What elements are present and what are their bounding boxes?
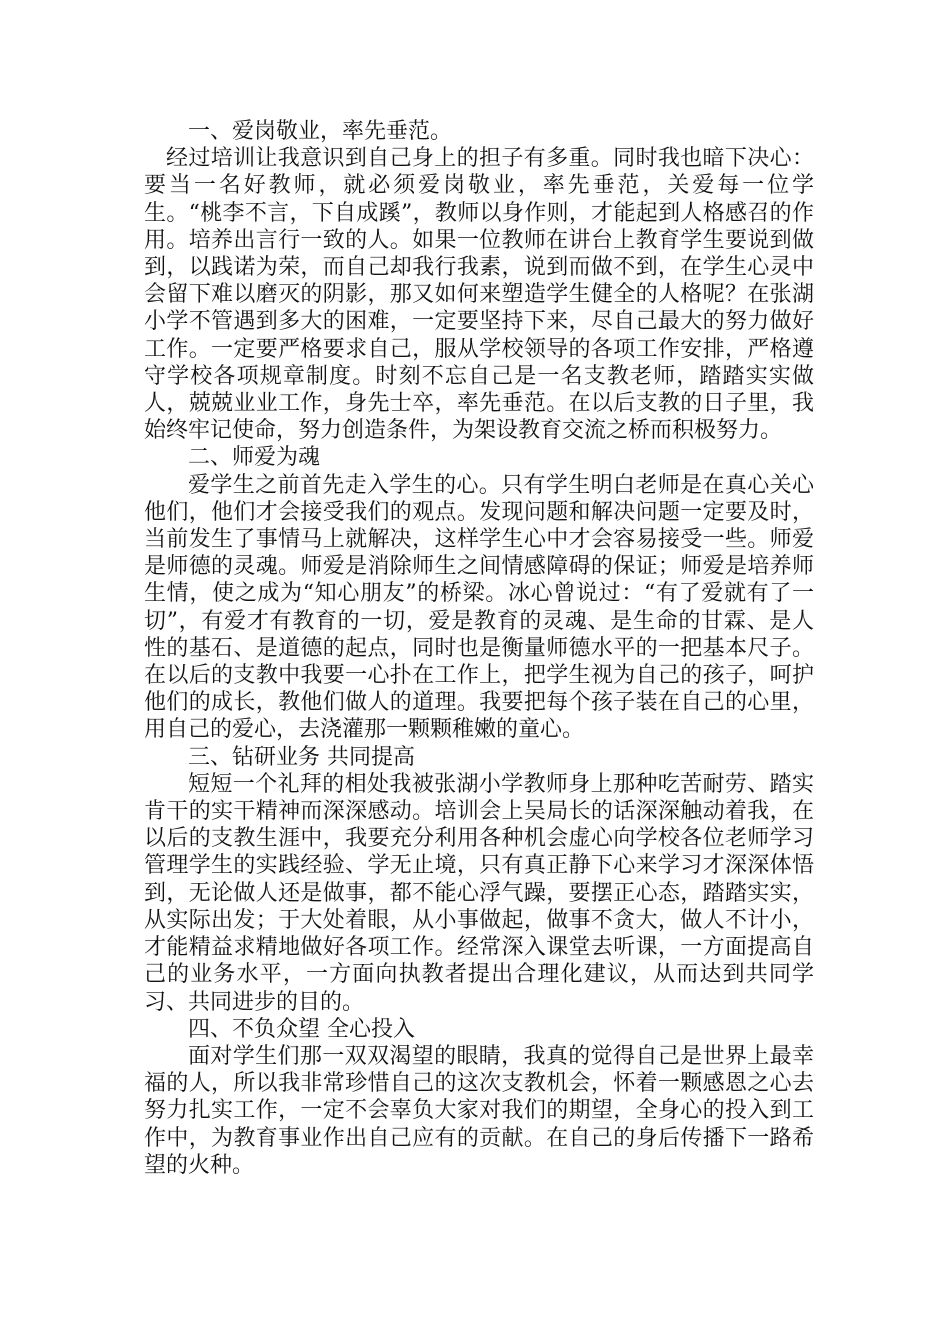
section-body-4: 面对学生们那一双双渴望的眼睛，我真的觉得自己是世界上最幸福的人，所以我非常珍惜自己的这次支教机会，怀着一颗感恩之心去努力扎实工作，一定不会辜负大家对我们的期望，全身心的投入到工作中，为教育事业作出自己应有的贡献。在自己的身后传播下一路希望的火种。 — [144, 1043, 814, 1178]
section-heading-1: 一、爱岗敬业，率先垂范。 — [188, 119, 453, 144]
section-body-2: 爱学生之前首先走入学生的心。只有学生明白老师是在真心关心他们，他们才会接受我们的观点。发现问题和解决问题一定要及时，当前发生了事情马上就解决，这样学生心中才会容易接受一些。师爱是师德的灵魂。师爱是消除师生之间情感障碍的保证；师爱是培养师生情，使之成为“知心朋友”的桥梁。冰心曾说过：“有了爱就有了一切”，有爱才有教育的一切，爱是教育的灵魂、是生命的甘霖、是人性的基石、是道德的起点，同时也是衡量师德水平的一把基本尺子。在以后的支教中我要一心扑在工作上，把学生视为自己的孩子，呵护他们的成长，教他们做人的道理。我要把每个孩子装在自己的心里，用自己的爱心，去浇灌那一颗颗稚嫩的童心。 — [144, 472, 814, 743]
document-page — [144, 118, 814, 1179]
section-heading-2: 二、师爱为魂 — [188, 445, 321, 471]
section-body-3: 短短一个礼拜的相处我被张湖小学教师身上那种吃苦耐劳、踏实肯干的实干精神而深深感动。培训会上吴局长的话深深触动着我，在以后的支教生涯中，我要充分利用各种机会虚心向学校各位老师学习管理学生的实践经验、学无止境，只有真正静下心来学习才深深体悟到，无论做人还是做事，都不能心浮气躁，要摆正心态，踏踏实实，从实际出发；于大处着眼，从小事做起，做事不贪大，做人不计小，才能精益求精地做好各项工作。经常深入课堂去听课，一方面提高自己的业务水平，一方面向执教者提出合理化建议，从而达到共同学习、共同进步的目的。 — [144, 771, 814, 1015]
section-body-1: 经过培训让我意识到自己身上的担子有多重。同时我也暗下决心：要当一名好教师，就必须爱岗敬业，率先垂范，关爱每一位学生。“桃李不言，下自成蹊”，教师以身作则，才能起到人格感召的作用。培养出言行一致的人。如果一位教师在讲台上教育学生要说到做到，以践诺为荣，而自己却我行我素，说到而做不到，在学生心灵中会留下难以磨灭的阴影，那又如何来塑造学生健全的人格呢？在张湖小学不管遇到多大的困难，一定要坚持下来，尽自己最大的努力做好工作。一定要严格要求自己，服从学校领导的各项工作安排，严格遵守学校各项规章制度。时刻不忘自己是一名支教老师，踏踏实实做人，兢兢业业工作，身先士卒，率先垂范。在以后支教的日子里，我始终牢记使命，努力创造条件，为架设教育交流之桥而积极努力。 — [144, 146, 814, 444]
section-heading-3: 三、钻研业务 共同提高 — [188, 744, 415, 770]
section-heading-4: 四、不负众望 全心投入 — [188, 1016, 415, 1042]
